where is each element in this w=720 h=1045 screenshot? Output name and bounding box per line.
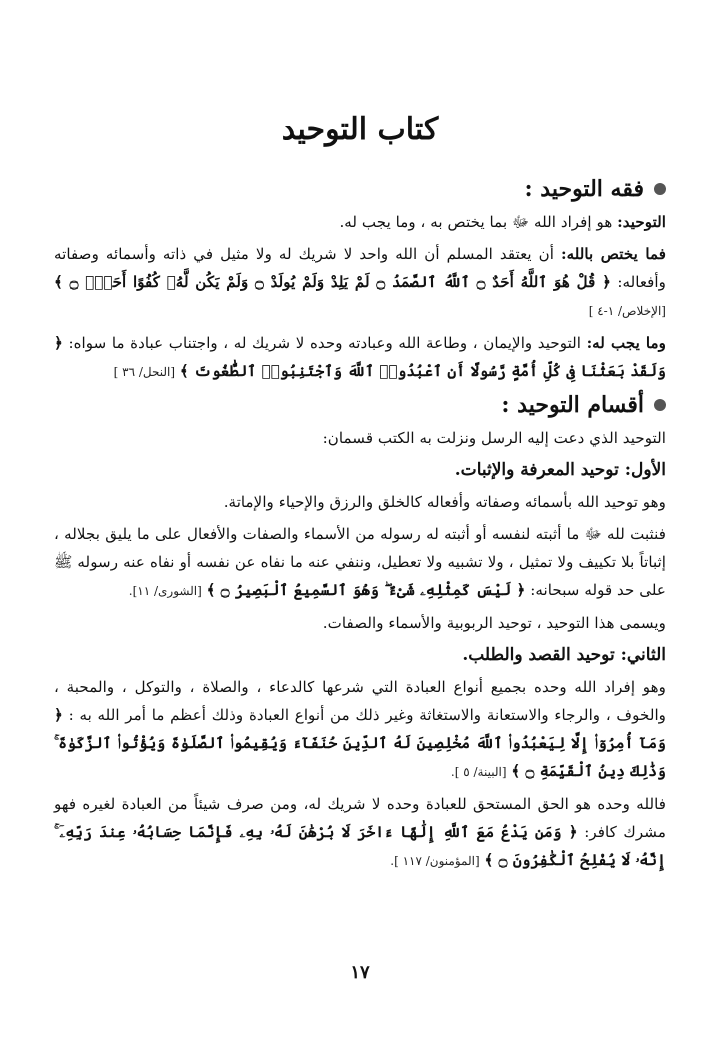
section-heading-types bbox=[54, 392, 666, 418]
types-intro: التوحيد الذي دعت إليه الرسل ونزلت به الكتب قسمان: bbox=[322, 429, 666, 447]
verse-reference: [الشورى/ ١١]. bbox=[128, 584, 202, 598]
quran-verse: ﴿ وَمَآ أُمِرُوٓا۟ إِلَّا لِيَعْبُدُوا۟ ٱللَّهَ مُخْلِصِينَ لَهُ ٱلدِّينَ حُنَفَآءَ وَيُقِيمُوا۟ ٱلصَّلَوٰةَ وَيُؤْتُوا۟ ٱلزَّكَوٰةَ ۚ وَذَٰلِكَ دِينُ ٱلْقَيِّمَةِ ۝ ﴾ bbox=[54, 706, 666, 780]
page-number: ١٧ bbox=[350, 962, 370, 983]
paragraph-lead: فما يختص بالله: bbox=[561, 245, 667, 263]
quran-verse: ﴿ قُلْ هُوَ ٱللَّهُ أَحَدٌ ۝ ٱللَّهُ ٱلصَّمَدُ ۝ لَمْ يَلِدْ وَلَمْ يُولَدْ ۝ وَلَمْ يَكُن لَّهُۥ كُفُوًا أَحَدٌۢ ۝ ﴾ bbox=[54, 273, 612, 291]
page-title: كتاب التوحيد bbox=[281, 112, 439, 147]
verse-reference: [النحل/ ٣٦ ] bbox=[113, 365, 175, 379]
bullet-icon bbox=[654, 183, 666, 195]
second-paragraph-1 bbox=[54, 673, 666, 786]
section-heading-fiqh bbox=[54, 176, 666, 202]
subheading-second: الثاني: توحيد القصد والطلب. bbox=[462, 645, 666, 665]
section-heading-text: فقه التوحيد : bbox=[524, 176, 644, 202]
paragraph-text: هو إفراد الله ﷻ بما يختص به ، وما يجب له. bbox=[339, 213, 613, 231]
quran-verse: ﴿ وَلَقَدْ بَعَثْنَا فِى كُلِّ أُمَّةٍ رَّسُولًا أَنِ ٱعْبُدُوا۟ ٱللَّهَ وَٱجْتَنِبُوا۟ ٱلطَّٰغُوتَ ﴾ bbox=[54, 334, 666, 380]
verse-reference: [البينة/ ٥ ]. bbox=[450, 765, 507, 779]
paragraph-lead: التوحيد: bbox=[617, 213, 666, 231]
section-heading-text: أقسام التوحيد : bbox=[501, 392, 644, 418]
bullet-icon bbox=[654, 399, 666, 411]
paragraph-lead: وما يجب له: bbox=[586, 334, 666, 352]
verse-reference: [الإخلاص/ ١-٤ ] bbox=[588, 304, 666, 318]
first-paragraph-1: وهو توحيد الله بأسمائه وصفاته وأفعاله كالخلق والرزق والإحياء والإماتة. bbox=[223, 493, 666, 511]
definition-paragraph bbox=[54, 208, 666, 236]
first-paragraph-3: ويسمى هذا التوحيد ، توحيد الربوبية والأسماء والصفات. bbox=[322, 614, 666, 632]
obligation-paragraph bbox=[54, 329, 666, 386]
verse-reference: [المؤمنون/ ١١٧ ]. bbox=[390, 854, 480, 868]
second-paragraph-2 bbox=[54, 790, 666, 875]
exclusive-paragraph bbox=[54, 240, 666, 325]
paragraph-text: وهو إفراد الله وحده بجميع أنواع العبادة التي شرعها كالدعاء ، والصلاة ، والتوكل ، والمحبة ، والخوف ، والرجاء والاستعانة والاستغاثة وغير ذلك من أنواع العبادة وذلك أعظم ما أمر الله به : bbox=[54, 678, 667, 724]
paragraph-text: أن يعتقد المسلم أن الله واحد لا شريك له ولا مثيل في ذاته وأسمائه وصفاته وأفعاله: bbox=[54, 245, 666, 291]
paragraph-text: فالله وحده هو الحق المستحق للعبادة وحده لا شريك له، ومن صرف شيئاً من العبادة لغيره فهو مشرك كافر: bbox=[54, 795, 666, 841]
quran-verse: ﴿ وَمَن يَدْعُ مَعَ ٱللَّهِ إِلَٰهًا ءَاخَرَ لَا بُرْهَٰنَ لَهُۥ بِهِۦ فَإِنَّمَا حِسَابُهُۥ عِندَ رَبِّهِۦٓ ۚ إِنَّهُۥ لَا يُفْلِحُ ٱلْكَٰفِرُونَ ۝ ﴾ bbox=[54, 823, 666, 869]
paragraph-text: التوحيد والإيمان ، وطاعة الله وعبادته وحده لا شريك له ، واجتناب عبادة ما سواه: bbox=[68, 334, 582, 352]
paragraph-text: فنثبت لله ﷻ ما أثبته لنفسه أو أثبته له رسوله من الأسماء والصفات والأفعال على ما يليق بجلاله ، إثباتاً بلا تكييف ولا تمثيل ، ولا تشبيه ولا تعطيل، وننفي عنه ما نفاه عن نفسه أو نفاه عنه رسوله ﷺ على حد قوله سبحانه: bbox=[54, 525, 666, 599]
first-paragraph-2 bbox=[54, 520, 666, 605]
subheading-first: الأول: توحيد المعرفة والإثبات. bbox=[454, 460, 666, 480]
quran-verse: ﴿ لَيْسَ كَمِثْلِهِۦ شَىْءٌ ۖ وَهُوَ ٱلسَّمِيعُ ٱلْبَصِيرُ ۝ ﴾ bbox=[206, 581, 526, 599]
